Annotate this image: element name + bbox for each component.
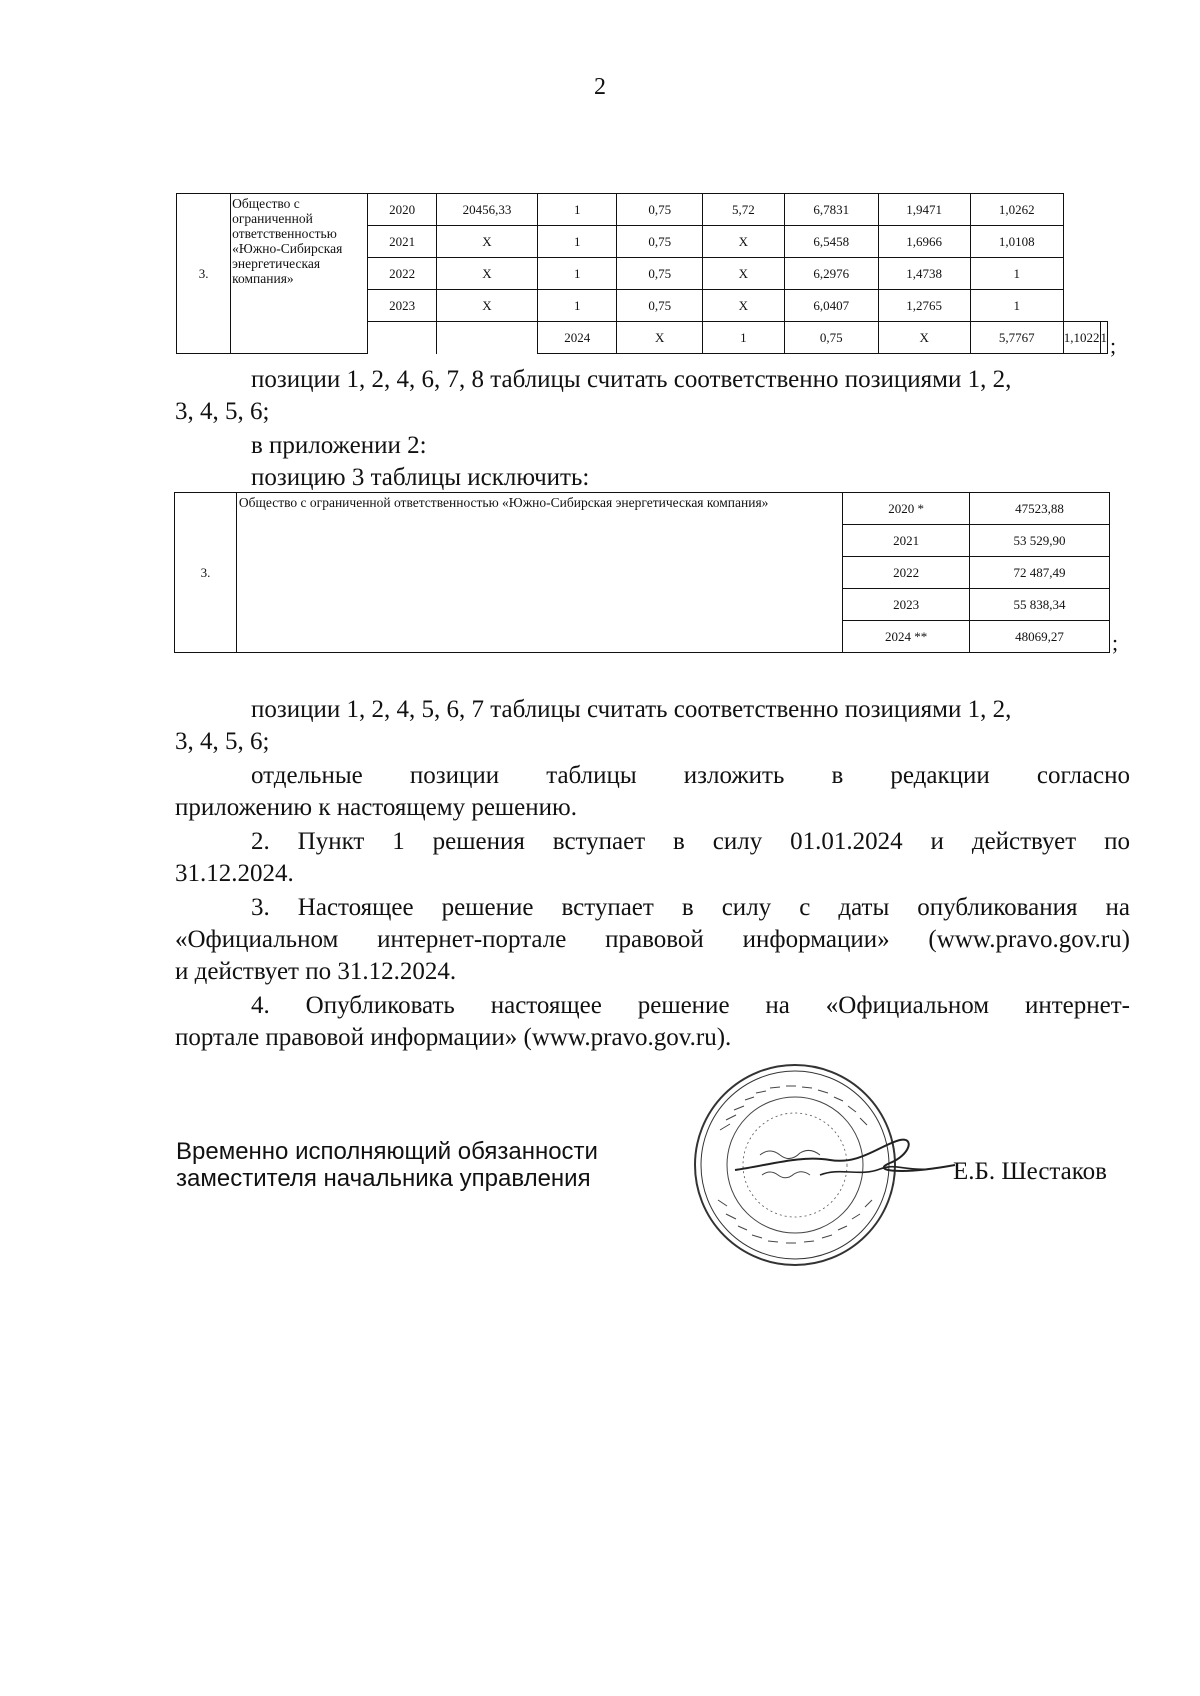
table-cell: 1 [538, 226, 617, 258]
table-cell: 6,7831 [784, 194, 878, 226]
organization-name: Общество с ограниченной ответственностью «Южно-Сибирская энергетическая компания» [236, 493, 842, 653]
table-cell: 5,7767 [970, 322, 1063, 354]
table-cell: 1,1022 [1063, 322, 1100, 354]
table1-end-mark: ; [1110, 333, 1117, 358]
table-cell: 1,4738 [878, 258, 970, 290]
table-cell: 1,6966 [878, 226, 970, 258]
table-row [177, 194, 1108, 226]
page-number: 2 [594, 74, 606, 100]
paragraph-renumber-1-cont: 3, 4, 5, 6; [175, 398, 270, 425]
year-cell: 2024 ** [843, 621, 970, 653]
paragraph-renumber-1 [175, 364, 1130, 396]
paragraph-item-2-cont: 31.12.2024. [175, 860, 294, 887]
paragraph-renumber-2-cont: 3, 4, 5, 6; [175, 728, 270, 755]
year-cell: 2022 [368, 258, 436, 290]
table-cell: X [702, 226, 784, 258]
spacer-cell [368, 322, 436, 354]
spacer-cell [436, 322, 537, 354]
table-cell: X [702, 258, 784, 290]
paragraph-appendix-2: в приложении 2: [251, 432, 427, 459]
table-cell: 20456,33 [436, 194, 537, 226]
table-cell: 0,75 [617, 226, 702, 258]
paragraph-line: позиции 1, 2, 4, 6, 7, 8 таблицы считать соответственно позициями 1, 2, [251, 366, 1012, 393]
table-cell: 6,2976 [784, 258, 878, 290]
table-cell: X [436, 226, 537, 258]
table-cell: 1,0262 [970, 194, 1063, 226]
paragraph-item-3: 3. Настоящее решение вступает в силу с даты опубликования на [251, 894, 1130, 921]
value-cell: 55 838,34 [970, 589, 1110, 621]
table-cell: X [617, 322, 702, 354]
paragraph-separate-positions: отдельные позиции таблицы изложить в редакции согласно [251, 762, 1130, 789]
paragraph-renumber-2: позиции 1, 2, 4, 5, 6, 7 таблицы считать соответственно позициями 1, 2, [251, 696, 1012, 723]
signatory-title-line: Временно исполняющий обязанности [176, 1138, 598, 1165]
table-cell: 1 [970, 258, 1063, 290]
table-cell: 1 [1100, 322, 1108, 354]
table-cell: X [702, 290, 784, 322]
table-cell: 1,2765 [878, 290, 970, 322]
position-number: 3. [175, 493, 237, 653]
table-cell: 0,75 [617, 258, 702, 290]
signatory-name: Е.Б. Шестаков [953, 1158, 1107, 1185]
table-cell: 1 [538, 194, 617, 226]
table-cell: 6,0407 [784, 290, 878, 322]
table-row [175, 493, 1110, 525]
paragraph-exclude: позицию 3 таблицы исключить: [251, 464, 590, 491]
values-table [174, 492, 1110, 653]
table-cell: X [878, 322, 970, 354]
table-cell: 0,75 [617, 194, 702, 226]
table-cell: 1 [538, 258, 617, 290]
signatory-title [176, 1138, 598, 1192]
signatory-title-line: заместителя начальника управления [176, 1165, 591, 1192]
table-cell: 0,75 [784, 322, 878, 354]
position-number: 3. [177, 194, 231, 354]
table-cell: 1 [970, 290, 1063, 322]
handwritten-signature [730, 1125, 960, 1195]
value-cell: 47523,88 [970, 493, 1110, 525]
table-cell: X [436, 258, 537, 290]
table-cell: 1 [538, 290, 617, 322]
paragraph-item-2: 2. Пункт 1 решения вступает в силу 01.01.2024 и действует по [251, 828, 1130, 855]
value-cell: 48069,27 [970, 621, 1110, 653]
table-cell: 1,9471 [878, 194, 970, 226]
year-cell: 2021 [368, 226, 436, 258]
year-cell: 2024 [538, 322, 617, 354]
table-cell: 1 [702, 322, 784, 354]
year-cell: 2023 [843, 589, 970, 621]
year-cell: 2021 [843, 525, 970, 557]
organization-name: Общество с ограниченной ответственностью «Южно-Сибирская энергетическая компания» [231, 194, 368, 354]
table-cell: X [436, 290, 537, 322]
paragraph-item-3-line2: «Официальном интернет-портале правовой информации» (www.pravo.gov.ru) [175, 926, 1130, 953]
coefficients-table [176, 193, 1108, 354]
paragraph-item-4: 4. Опубликовать настоящее решение на «Официальном интернет- [251, 992, 1130, 1019]
paragraph-item-3-line3: и действует по 31.12.2024. [175, 958, 457, 985]
table-cell: 0,75 [617, 290, 702, 322]
table-cell: 6,5458 [784, 226, 878, 258]
value-cell: 72 487,49 [970, 557, 1110, 589]
value-cell: 53 529,90 [970, 525, 1110, 557]
year-cell: 2020 * [843, 493, 970, 525]
paragraph-separate-positions-cont: приложению к настоящему решению. [175, 794, 577, 821]
year-cell: 2022 [843, 557, 970, 589]
year-cell: 2023 [368, 290, 436, 322]
table-cell: 1,0108 [970, 226, 1063, 258]
year-cell: 2020 [368, 194, 436, 226]
paragraph-item-4-cont: портале правовой информации» (www.pravo.gov.ru). [175, 1024, 732, 1051]
table-cell: 5,72 [702, 194, 784, 226]
table2-end-mark: ; [1112, 630, 1119, 655]
